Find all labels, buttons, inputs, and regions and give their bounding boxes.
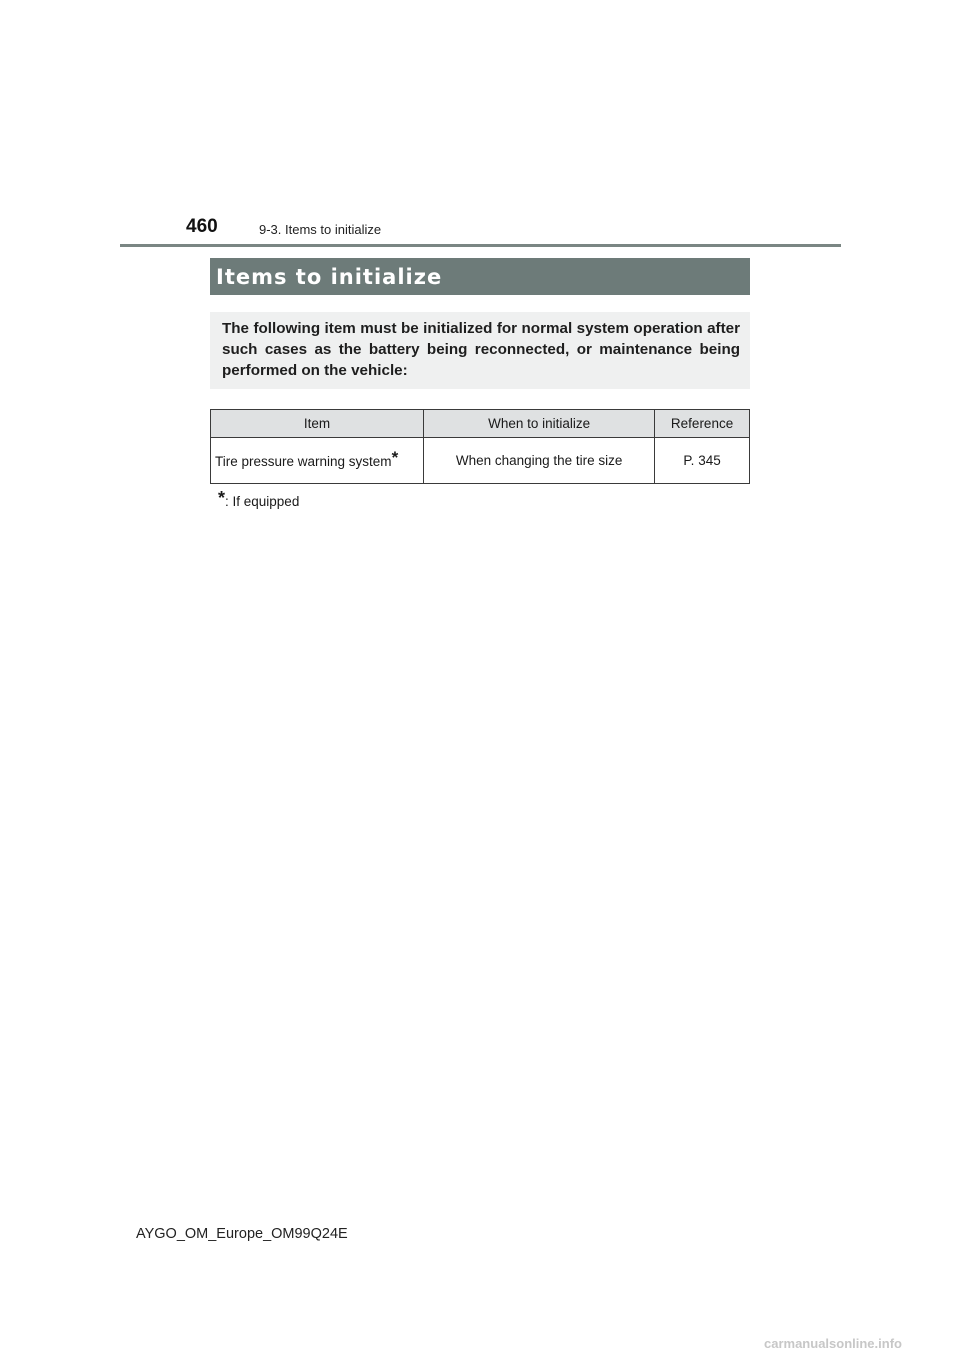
- footnote-marker: *: [218, 488, 226, 508]
- footnote: [218, 490, 299, 511]
- initialize-table: [210, 409, 750, 484]
- page-title: Items to initialize: [216, 264, 443, 289]
- table-row: [211, 438, 750, 484]
- intro-box: [210, 312, 750, 389]
- section-label: 9-3. Items to initialize: [259, 222, 382, 237]
- column-header-when: When to initialize: [424, 410, 655, 438]
- table-cell-when: When changing the tire size: [424, 438, 655, 484]
- footer-doc-code: AYGO_OM_Europe_OM99Q24E: [136, 1226, 348, 1242]
- intro-text: The following item must be initialized for normal system operation after such cases as the battery being reconnected, or maintenance being performed on the vehicle:: [222, 320, 740, 379]
- page-number: 460: [186, 216, 218, 237]
- table-header-row: [211, 410, 750, 438]
- header-divider: [120, 244, 841, 247]
- footnote-text: : If equipped: [225, 494, 300, 509]
- section-title-bar: [210, 258, 750, 295]
- table-cell-reference[interactable]: P. 345: [655, 438, 750, 484]
- column-header-item: Item: [211, 410, 424, 438]
- table-cell-item: [211, 438, 424, 484]
- item-name: Tire pressure warning system: [215, 453, 392, 469]
- item-marker: *: [391, 447, 399, 467]
- watermark: carmanualsonline.info: [764, 1336, 902, 1351]
- column-header-reference: Reference: [655, 410, 750, 438]
